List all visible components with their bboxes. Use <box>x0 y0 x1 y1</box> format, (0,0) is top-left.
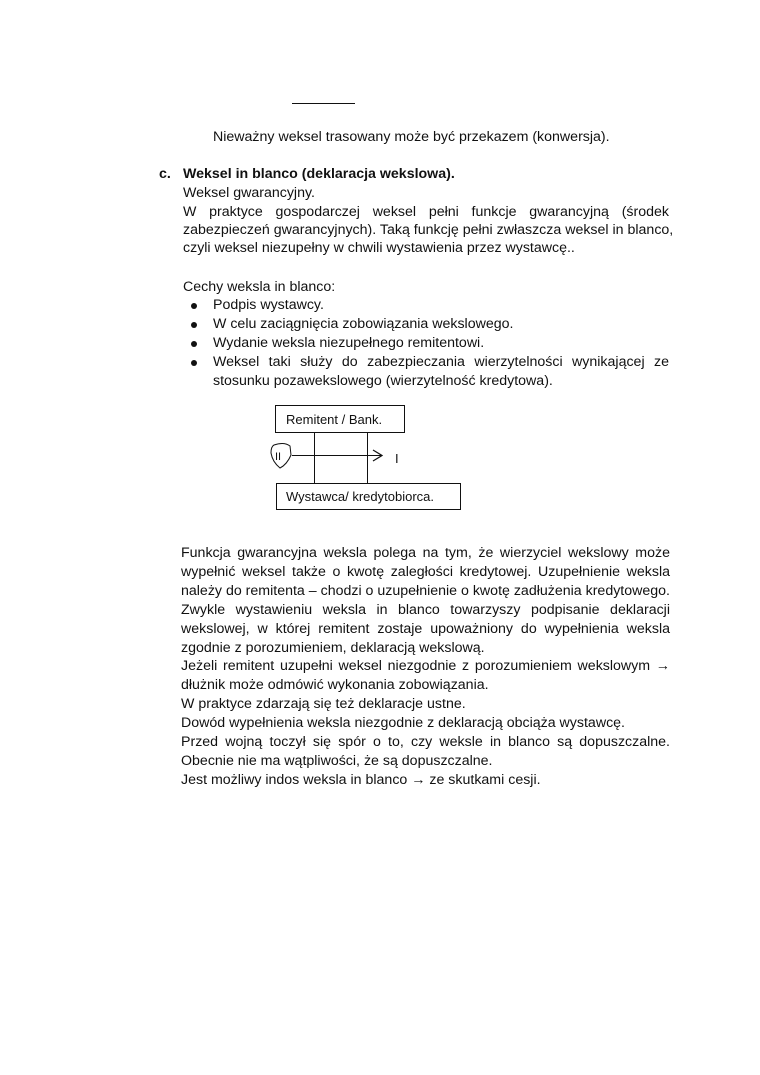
body-line: Dowód wypełnienia weksla niezgodnie z deklaracją obciąża wystawcę. <box>181 715 625 732</box>
intro-line: Nieważny weksel trasowany może być przekazem (konwersja). <box>213 129 610 145</box>
body-line: Funkcja gwarancyjna weksla polega na tym, że wierzyciel wekslowy może <box>181 545 670 561</box>
bullet-icon <box>191 341 197 347</box>
feature-line: stosunku pozawekslowego (wierzytelność kredytowa). <box>213 373 553 389</box>
bullet-icon <box>191 360 197 366</box>
right-marker: I <box>395 451 399 466</box>
paragraph-line: czyli weksel niezupełny w chwili wystawienia przez wystawcę.. <box>183 240 575 256</box>
section-title: Weksel in blanco (deklaracja wekslowa). <box>183 166 455 182</box>
body-line: wekslowej, w której remitent zostaje upoważniony do wypełnienia weksla <box>181 620 670 637</box>
body-line: należy do remitenta – chodzi o uzupełnienie o kwotę zadłużenia kredytowego. <box>181 582 670 599</box>
bullet-icon <box>191 322 197 328</box>
body-line: W praktyce zdarzają się też deklaracje ustne. <box>181 696 466 713</box>
body-line: Zwykle wystawieniu weksla in blanco towarzyszy podpisanie deklaracji <box>181 601 670 618</box>
body-line: Przed wojną toczył się spór o to, czy weksle in blanco są dopuszczalne. <box>181 734 670 750</box>
features-heading: Cechy weksla in blanco: <box>183 279 336 295</box>
feature-item-long <box>213 353 669 371</box>
section-marker: c. <box>159 166 171 182</box>
feature-item: Podpis wystawcy. <box>213 297 324 313</box>
feature-item: Wydanie weksla niezupełnego remitentowi. <box>213 335 485 351</box>
paragraph-line: W praktyce gospodarczej weksel pełni funkcje gwarancyjną (środek <box>183 204 669 220</box>
body-line: Jest możliwy indos weksla in blanco → ze skutkami cesji. <box>181 771 541 788</box>
body-line: zgodnie z porozumieniem, deklaracją wekslową. <box>181 639 485 656</box>
left-marker: II <box>275 451 282 463</box>
paragraph-line: zabezpieczeń gwarancyjnych). Taką funkcję pełni zwłaszcza weksel in blanco, <box>183 222 674 238</box>
relationship-diagram <box>260 398 475 518</box>
feature-line: Weksel taki służy do zabezpieczania wierzytelności wynikającej ze <box>213 354 669 370</box>
signature-rule <box>292 103 355 104</box>
bullet-icon <box>191 303 197 309</box>
body-line: wypełnić weksel także o kwotę zaległości kredytowej. Uzupełnienie weksla <box>181 563 670 580</box>
body-line: Jeżeli remitent uzupełni weksel niezgodnie z porozumieniem wekslowym → <box>181 658 670 675</box>
bottom-box-label: Wystawca/ kredytobiorca. <box>286 489 434 504</box>
body-line: dłużnik może odmówić wykonania zobowiązania. <box>181 677 489 694</box>
top-box-label: Remitent / Bank. <box>286 412 383 427</box>
feature-item: W celu zaciągnięcia zobowiązania wekslowego. <box>213 316 514 332</box>
body-line: Obecnie nie ma wątpliwości, że są dopuszczalne. <box>181 752 493 769</box>
section-subtitle: Weksel gwarancyjny. <box>183 185 315 201</box>
intro-paragraph <box>183 203 674 239</box>
